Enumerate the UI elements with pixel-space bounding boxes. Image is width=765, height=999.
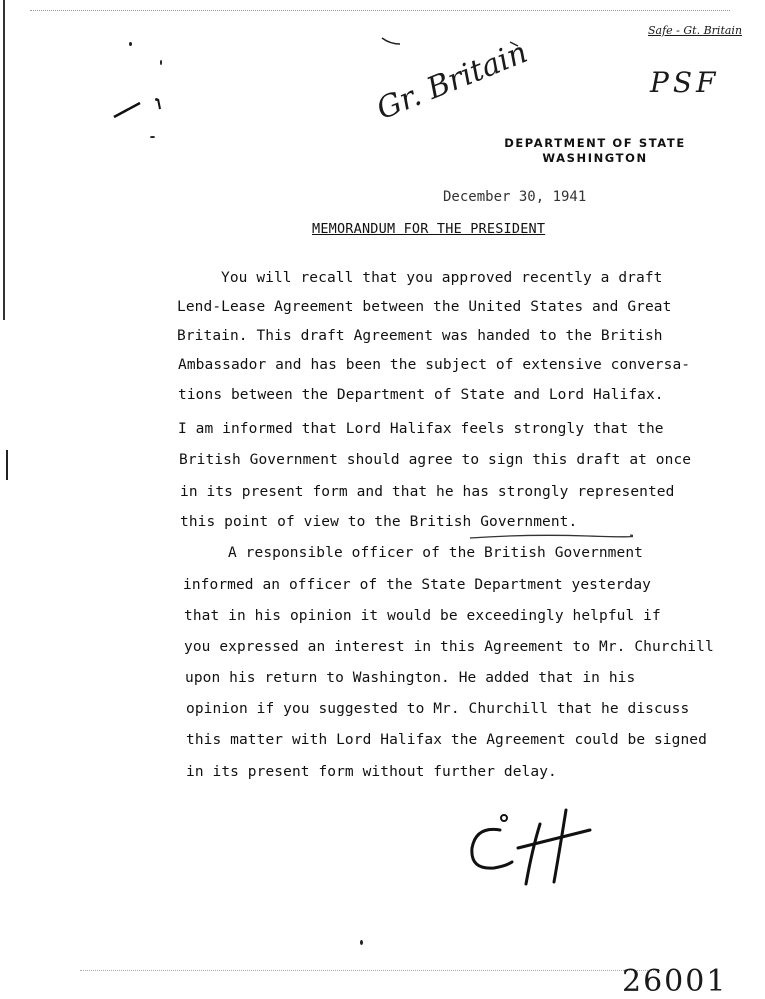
body-line: British Government should agree to sign this draft at once	[179, 452, 692, 468]
scan-speck	[160, 60, 162, 65]
body-line: upon his return to Washington. He added that in his	[185, 670, 636, 686]
scan-speck	[360, 940, 363, 945]
body-line: in its present form without further delay.	[186, 764, 557, 780]
scan-left-mark	[6, 450, 8, 480]
body-line: informed an officer of the State Department yesterday	[183, 577, 651, 593]
body-line: tions between the Department of State and Lord Halifax.	[178, 387, 664, 403]
body-line: I am informed that Lord Halifax feels strongly that the	[178, 421, 664, 437]
scan-speck	[150, 136, 155, 138]
hand-underline	[468, 530, 633, 544]
handwritten-psf: PSF	[650, 66, 720, 99]
scan-pen-mark	[110, 95, 170, 125]
letterhead	[500, 136, 690, 166]
handwritten-page-number: 26001	[622, 964, 728, 999]
body-line: this matter with Lord Halifax the Agreement could be signed	[186, 732, 707, 748]
scan-top-dots	[30, 10, 730, 11]
body-line: A responsible officer of the British Government	[228, 545, 643, 561]
body-line: Ambassador and has been the subject of extensive conversa-	[178, 357, 691, 373]
letterhead-department: DEPARTMENT OF STATE	[504, 136, 686, 150]
body-line: opinion if you suggested to Mr. Churchill that he discuss	[186, 701, 690, 717]
signature	[462, 800, 602, 890]
memo-date: December 30, 1941	[443, 189, 587, 205]
body-line: you expressed an interest in this Agreement to Mr. Churchill	[184, 639, 714, 655]
memo-title: MEMORANDUM FOR THE PRESIDENT	[312, 221, 546, 237]
handwritten-safe-note: Safe - Gt. Britain	[648, 24, 743, 37]
scan-left-edge	[3, 0, 5, 320]
body-line: You will recall that you approved recently a draft	[221, 270, 663, 286]
body-line: that in his opinion it would be exceedingly helpful if	[184, 608, 661, 624]
body-line: in its present form and that he has strongly represented	[180, 484, 675, 500]
body-line: Lend-Lease Agreement between the United States and Great	[177, 299, 672, 315]
scan-bottom-dots	[80, 970, 660, 971]
body-line: Britain. This draft Agreement was handed to the British	[177, 328, 663, 344]
handwritten-country: Gr. Britain	[371, 35, 533, 128]
body-line: this point of view to the British Government.	[180, 514, 578, 530]
letterhead-city: WASHINGTON	[542, 151, 648, 165]
scan-speck	[129, 42, 132, 46]
